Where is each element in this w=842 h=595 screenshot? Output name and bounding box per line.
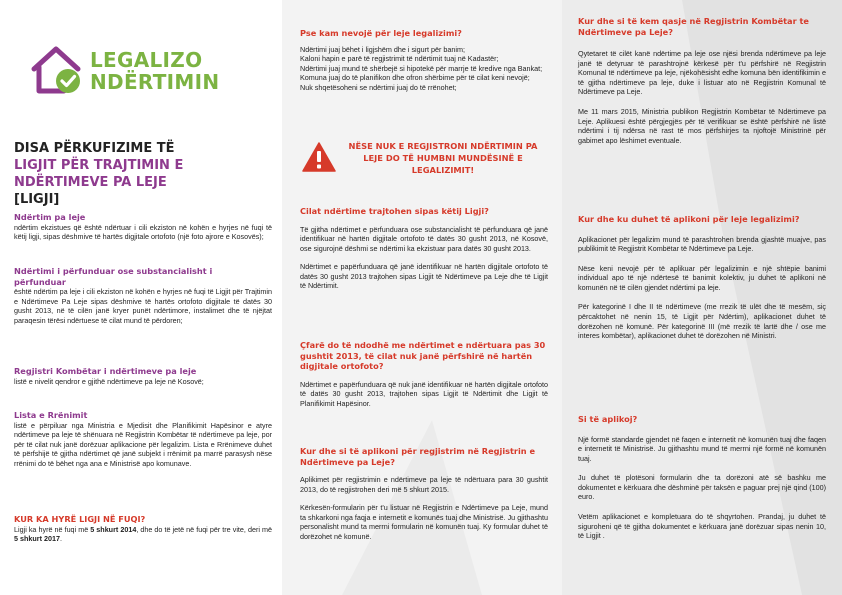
section-body: Ju duhet të plotësoni formularin dhe ta dorëzoni atë së bashku me dokumentet e kërkuara dhe dëshminë për taksën e paguar prej një qind (100) euro.	[578, 473, 826, 502]
warning-line: LEGALIZIMIT!	[411, 165, 475, 175]
section-body: Për kategorinë I dhe II të ndërtimeve (me rrezik të ulët dhe të mesëm, siç përcaktohet në nenin 15, të Ligjit për Ndërtim), aplikacionet duhet të dorëzohen në komunë. Për kategorinë III (më rrezik të lartë dhe / ose me interes kombëtar), aplikacionet duhet të dorëzohen në Ministri.	[578, 302, 826, 341]
house-check-icon	[30, 45, 86, 97]
when-where-apply-section	[578, 214, 826, 341]
section-body: ndërtim ekzistues që është ndërtuar i cili ekziston në kohën e hyrjes në fuqi të këtij ligji, sipas dëshmive të hartës digjitale ortofoto (një foto ajrore e Kosovës);	[14, 222, 272, 242]
definition-unpermitted-construction	[14, 212, 272, 242]
definition-completed-construction	[14, 266, 272, 325]
definition-national-register	[14, 366, 272, 386]
body-text: .	[59, 534, 62, 544]
section-body: Nëse keni nevojë për të aplikuar për legalizimin e një shtëpie banimi individual apo të një ndërtesë të banimit kolektiv, ju duhet të aplikoni në komunën në të cilën gjendet ndërtimi pa leje.	[578, 263, 826, 292]
section-heading: Kur dhe ku duhet të aplikoni për leje legalizimi?	[578, 214, 800, 224]
section-heading	[14, 266, 272, 287]
title-line-4: [LIGJI]	[14, 192, 60, 207]
section-heading: Regjistri Kombëtar i ndërtimeve pa leje	[14, 366, 197, 376]
warning-icon	[302, 142, 336, 172]
section-body: Qytetaret të cilët kanë ndërtime pa leje ose njësi brenda ndërtimeve pa leje janë të detyruar të parashtrojnë kërkesë për t'u përfshirë në Regjistrin Komunal të ndërtimeve pa leje, njëkohësisht edhe komuna bën identifikimin e të gjitha ndërtimeve pa leje, duke i listuar ato në Regjistrin Komunal të Ndërtimeve pa Leje.	[578, 49, 826, 97]
law-in-force-section	[14, 514, 272, 544]
section-body: Aplikacionet për legalizim mund të parashtrohen brenda gjashtë muajve, pas publikimit të Regjistrit Kombëtar të Ndërtimeve pa Leje.	[578, 234, 826, 254]
section-heading: Lista e Rrënimit	[14, 410, 88, 420]
section-body: Ndërtimet e papërfunduara që nuk janë identifikuar në hartën digjitale ortofoto të datës 30 gusht 2013, trajtohen sipas Ligjit të Ndërtimit dhe Ligjit të Planifikimit Hapësinor.	[300, 379, 548, 408]
section-body: Një formë standarde gjendet në faqen e internetit në komunën tuaj dhe faqen e internetit të Ministrisë. Ju gjithashtu mund të merrni një formë në komunën tuaj.	[578, 434, 826, 463]
definition-demolition-list	[14, 410, 272, 468]
section-heading: Si të aplikoj?	[578, 414, 638, 424]
section-heading: Kur dhe si të aplikoni për regjistrim në Regjistrin e Ndërtimeve pa Leje?	[300, 446, 535, 467]
definitions-title	[14, 140, 264, 208]
logo-text	[90, 49, 219, 93]
date-end: 5 shkurt 2017	[14, 534, 60, 544]
title-line-2: LIGJIT PËR TRAJTIMIN E	[14, 158, 184, 173]
warning-line: NËSE NUK E REGJISTRONI NDËRTIMIN PA	[348, 141, 538, 151]
access-national-register-section	[578, 16, 826, 145]
section-body: Aplikimet për regjistrimin e ndërtimeve pa leje të ndërtuara para 30 gushtit 2013, do të regjistrohen deri më 5 shkurt 2015.	[300, 475, 548, 494]
section-body: Të gjitha ndërtimet e përfunduara ose substancialisht të përfunduara që janë identifikuar në hartën digjitale ortofoto të datës 30 gusht 2013, në Kosovë, ose sigurojnë dëshmi se ndërtimi ka ekzistuar para datës 30 gusht 2013.	[300, 224, 548, 253]
warning-line: LEJE DO TË HUMBNI MUNDËSINË E	[363, 153, 523, 163]
which-constructions-section	[300, 206, 548, 291]
how-to-apply-section	[578, 414, 826, 541]
section-body: Ndërtimi juaj bëhet i ligjshëm dhe i sigurt për banim; Kaloni hapin e parë të regjistrimit të ndërtimit tuaj në Kadastër; Ndërtimi juaj mund të shërbejë si hipotekë për marrje të kredive nga Bankat; Komuna juaj do të planifikon dhe ofron shërbime për të cilat keni nevojë; Nuk shqetësoheni se ndërtimi juaj do të rrënohet;	[300, 44, 543, 92]
section-body: listë e nivelit qendror e gjithë ndërtimeve pa leje në Kosovë;	[14, 376, 204, 386]
warning-text	[340, 140, 546, 176]
section-body: Kërkesën-formularin për t'u listuar në Regjistrin e Ndërtimeve pa Leje, mund ta shkarkoni nga faqja e internetit e komunës tuaj dhe Ministrisë. Ju gjithashtu personalisht mund ta merrni formularin në komunën tuaj. Ky formular duhet të dorëzohet në komunë.	[300, 503, 548, 541]
section-heading: Kur dhe si të kem qasje në Regjistrin Kombëtar te Ndërtimeve pa Leje?	[578, 16, 809, 37]
why-need-permit-section	[300, 28, 548, 92]
logo-line-2: NDËRTIMIN	[90, 70, 220, 94]
logo	[30, 45, 250, 105]
section-body: Ndërtimet e papërfunduara që janë identifikuar në hartën digjitale ortofoto të datës 30 gusht 2013 trajtohen sipas Ligjit të Ndërtimeve pa Leje dhe të Ligjit të Ndërtimit.	[300, 262, 548, 291]
heading-line: Ndërtimi i përfunduar ose substancialisht i	[14, 266, 213, 276]
after-august-2013-section	[300, 340, 548, 408]
body-text: Ligji ka hyrë në fuqi më	[14, 524, 91, 534]
section-body: Vetëm aplikacionet e kompletuara do të shqyrtohen. Prandaj, ju duhet të siguroheni që të gjitha dokumentet e kërkuara janë dorëzuar sipas nenin 10, të Ligjit .	[578, 512, 826, 541]
warning-box	[300, 140, 548, 188]
section-body: është ndërtim pa leje i cili ekziston në kohën e hyrjes në fuqi të Ligjit për Trajtimin e Ndërtimeve Pa Leje sipas dëshmive të hartës ortofoto digjitale të datës 30 gusht 2013, në të cilën janë kryer punët ndërtimore, instalimet dhe të njëjtat paraqesin tërësi ndërtuese të cilat mund të përdoren;	[14, 287, 272, 325]
date-start: 5 shkurt 2014	[90, 524, 137, 534]
section-heading: Cilat ndërtime trajtohen sipas këtij Ligji?	[300, 206, 489, 216]
title-line-1: DISA PËRKUFIZIME TË	[14, 141, 175, 156]
section-heading: KUR KA HYRË LIGJI NË FUQI?	[14, 514, 146, 524]
how-to-register-section	[300, 446, 548, 542]
title-line-3: NDËRTIMEVE PA LEJE	[14, 175, 167, 190]
section-body	[14, 525, 272, 544]
section-body: listë e përpiluar nga Ministria e Mjedisit dhe Planifikimit Hapësinor e atyre ndërtimeve pa leje të shënuara në Regjistrin Kombëtar të ndërtimeve pa leje, por për të cilat nuk janë dorëzuar aplikacione për legalizim. Lista e Rrënimeve duhet të përfshijë të gjitha ndërtimet që janë subjekt i rrënimit pa marrë parasysh nëse rrënimi do të bëhet nga ana e Ministrisë apo komunave.	[14, 420, 272, 468]
section-heading: Ndërtim pa leje	[14, 212, 86, 222]
section-body: Me 11 mars 2015, Ministria publikon Regjistrin Kombëtar të Ndërtimeve pa Leje. Aplikuesi është përgjegjës për të verifikuar se është përfshirë në listë ndërtimi i tij ndërsa në rast të mos përfshirjes ta njoftojë Ministrinë për gabimet apo lëshimet eventuale.	[578, 106, 826, 145]
heading-line: përfunduar	[14, 276, 66, 287]
section-heading: Pse kam nevojë për leje legalizimi?	[300, 28, 462, 38]
logo-line-1: LEGALIZO	[90, 48, 203, 72]
section-heading: Çfarë do të ndodhë me ndërtimet e ndërtuara pas 30 gushtit 2013, të cilat nuk janë përfshirë në hartën digjitale ortofoto?	[300, 340, 546, 371]
body-text: , dhe do të jetë në fuqi për tre vite, deri më	[136, 524, 272, 534]
